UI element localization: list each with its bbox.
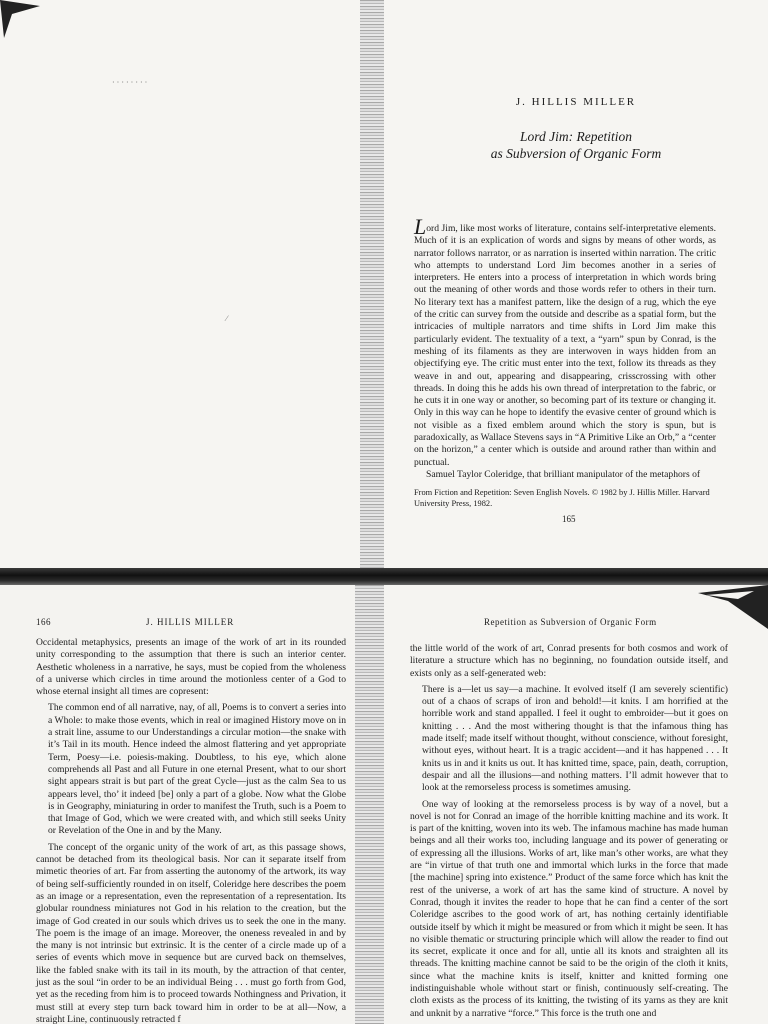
page-165-body <box>414 214 716 481</box>
page-number: 166 <box>36 617 51 627</box>
block-quote: There is a—let us say—a machine. It evolved itself (I am severely scientific) out of a chaos of scraps of iron and behold!—it knits. I am horrified at the horrible work and stand appalled. I feel it ought to embroider—but it goes on knitting . . . And the most withering thought is that the infamous thing has made itself; made itself without thought, without conscience, without foresight, without eyes, without heart. It is a tragic accident—and it has happened . . . It knits us in and it knits us out. It has knitted time, space, pain, death, corruption, despair and all the illusions—and nothing matters. I’ll admit however that to look at the remorseless process is sometimes amusing. <box>422 683 728 794</box>
page-167-body <box>410 643 728 1020</box>
paragraph: Samuel Taylor Coleridge, that brilliant manipulator of the metaphors of <box>426 468 701 480</box>
fold-corner-mark <box>0 0 40 40</box>
scan-speck: · · · · · · · · <box>112 78 148 87</box>
scan-separator-band <box>0 568 768 586</box>
drop-cap: L <box>414 214 427 239</box>
fold-corner-mark <box>698 585 768 633</box>
paragraph: One way of looking at the remorseless process is by way of a novel, but a novel is not for Conrad an image of the horrible knitting machine and its work. It is part of the knitting, woven into its web. The infamous machine has made human beings and all their works too, including language and its power of generating or of expressing all the illusions. Works of art, like man’s other works, are what they are “in virtue of that truth one and immortal which lurks in the force that made [the machine] spring into existence.” Product of the same force which has knit the rest of the universe, a work of art has the same kind of structure. A novel by Conrad, though it invites the reader to hope that he can find a center of the sort Coleridge ascribes to the good work of art, has nothing certainly identifiable outside itself by which it might be measured or from which it might be seen. It has no visible thematic or structuring principle which will allow the reader to find out its secret, explicate it once and for all, untie all its knots and straighten all its threads. The knitting machine cannot be said to be the origin of the cloth it knits, since what the machine knits is itself, knitter and knitted forming one indistinguishable whole without start or finish, continuously self-creating. The cloth exists as the process of its knitting, the twisting of its yarns as they are knit and unknit by a narrative “force.” This force is the truth one and <box>410 798 728 1019</box>
chapter-author: J. HILLIS MILLER <box>515 96 637 108</box>
running-head: J. HILLIS MILLER <box>146 617 235 627</box>
title-line-1: : Repetition <box>568 129 632 144</box>
book-gutter <box>360 0 384 570</box>
page-166-body <box>36 637 346 1024</box>
title-italic: Lord Jim <box>520 129 569 144</box>
paragraph <box>414 214 716 469</box>
block-quote: The common end of all narrative, nay, of all, Poems is to convert a series into a Whole: to make those events, which in real or imagined History move on in a strait line, assume to our Understandings a circular motion—the snake with it’s Tail in its mouth. Hence indeed the almost flattering and yet appropriate Term, Poesy—i.e. poiesis-making. Doubtless, to his eye, which alone comprehends all Past and all Future in one eternal Present, what to our short sight appears strait is but part of the great Cycle—just as the calm Sea to us appears level, tho’ it indeed [be] only a part of a globe. Now what the Globe is in Geography, miniaturing in order to manifest the Truth, such is a Poem to that Image of God, which we were created with, and which still seeks Unity or Revelation of the One in and by the Many. <box>48 702 346 837</box>
paragraph-text: ord Jim, like most works of literature, contains self-interpretative elements. Much of it is an explication of words and signs by means of other words, as narrator follows narrator, or as narration is inserted within narration. The critic who attempts to understand Lord Jim becomes another in a series of interpreters. He enters into a process of interpretation in which words bring out the meaning of other words and those words refer to others in their turn. No literary text has a manifest pattern, like the design of a rug, which the eye of the critic can survey from the outside and describe as a spatial form, but the intricacies of multiple narrators and time shifts in Lord Jim make this particularly evident. The textuality of a text, a “yarn” spun by Conrad, is the meshing of its filaments as they are interwoven in ways hidden from an objectifying eye. The critic must enter into the text, follow its threads as they weave in and out, appearing and disappearing, crisscrossing with other threads. In doing this he adds his own thread of interpretation to the fabric, or he cuts it in one way or another, so becoming part of its texture or changing it. Only in this way can he hope to identify the evasive center of ground which is not visible as a fixed emblem around which the story is spun, but is paradoxically, as Wallace Stevens says in “A Primitive Like an Orb,” a “center on the horizon,” a center which is outside and around rather than within and punctual. <box>414 223 716 468</box>
book-gutter <box>355 585 385 1024</box>
page-166 <box>0 585 384 1024</box>
chapter-title <box>384 128 768 162</box>
title-line-2: as Subversion of Organic Form <box>490 146 662 161</box>
running-head: Repetition as Subversion of Organic Form <box>484 617 657 627</box>
page-number: 165 <box>562 514 576 524</box>
source-footnote: From Fiction and Repetition: Seven English Novels. © 1982 by J. Hillis Miller. Harvard University Press, 1982. <box>414 488 710 508</box>
paragraph: Occidental metaphysics, presents an image of the work of art in its rounded unity corresponding to the assumption that there is such an interior center. Aesthetic wholeness in a narrative, he says, must be copied from the wholeness of a universe which circles in time around the motionless center of a God to whose eternal insight all times are copresent: <box>36 637 346 698</box>
paragraph: the little world of the work of art, Conrad presents for both cosmos and work of literature a structure which has no beginning, no foundation outside itself, and exists only as a self-generated web: <box>410 643 728 679</box>
scan-speck: ⁄ <box>226 314 228 323</box>
paragraph: The concept of the organic unity of the work of art, as this passage shows, cannot be detached from its theological basis. Nor can it separate itself from mimetic theories of art. Far from asserting the autonomy of the artwork, its way of being self-sufficiently rounded in on itself, Coleridge here describes the poem as an image or a representation, even the representation of a representation. Its globular roundness miniatures not God in his relation to the creation, but the image of God created in our souls which drives us to seek the one in the many. The poem is the image of an image. Moreover, the oneness revealed in and by the many is not intrinsic but extrinsic. It is the center of a circle made up of a series of events which move in sequence but are curved back on themselves, like the fabled snake with its tail in its mouth, by the attraction of that center, just as the soul “in order to be an individual Being . . . must go forth from God, yet as the receding from him is to proceed towards Nothingness and Privation, it must still at every step turn back toward him in order to be at all—Now, a straight Line, continuously retracted f <box>36 841 346 1024</box>
page-167 <box>384 585 768 1024</box>
